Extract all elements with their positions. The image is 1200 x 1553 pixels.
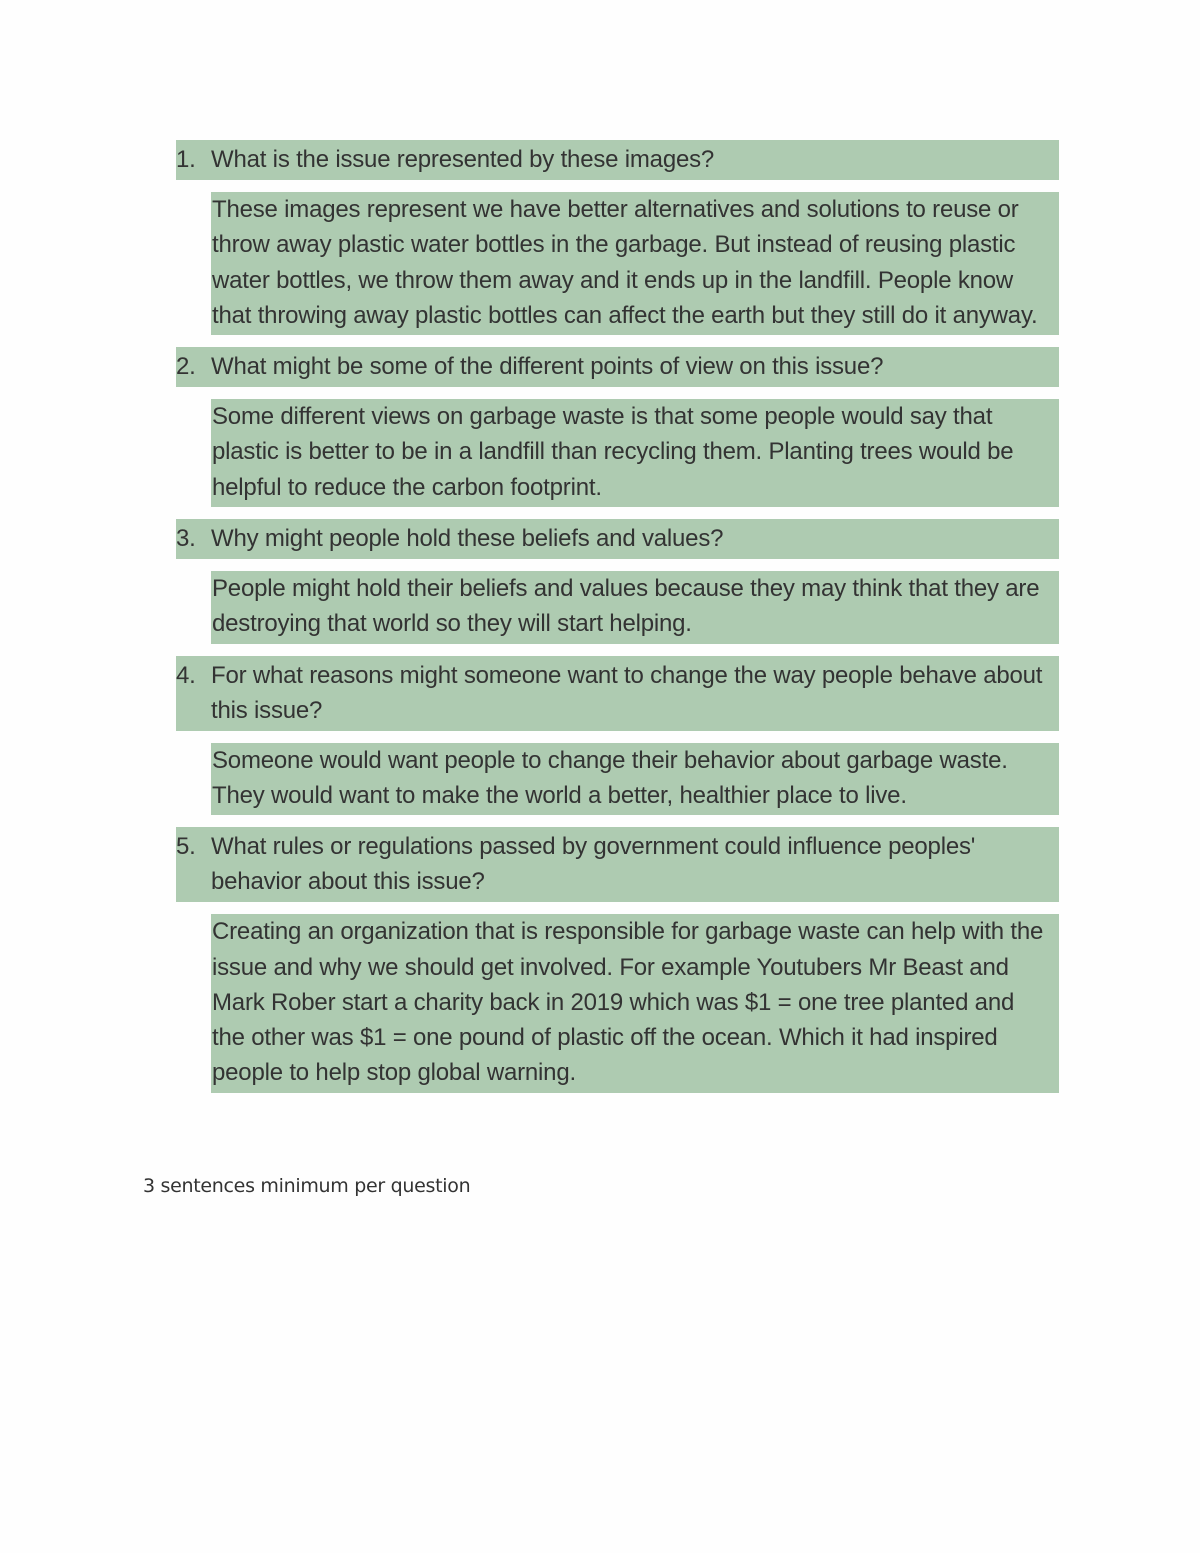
- question-1: [176, 140, 1059, 180]
- question-number: 2.: [176, 353, 196, 381]
- question-3: [176, 519, 1059, 559]
- qa-item-1: [176, 140, 1059, 335]
- answer-5: Creating an organization that is responsible for garbage waste can help with the issue and why we should get involved. For example Youtubers Mr Beast and Mark Rober start a charity back in 2019 which was $1 = one tree planted and the other was $1 = one pound of plastic off the ocean. Which it had inspired people to help stop global warning.: [211, 914, 1059, 1092]
- question-number: 1.: [176, 146, 196, 173]
- question-number: 3.: [176, 525, 196, 553]
- question-text: Why might people hold these beliefs and values?: [211, 525, 724, 553]
- qa-item-2: [176, 347, 1059, 507]
- question-text: What might be some of the different points of view on this issue?: [211, 353, 884, 381]
- question-text: What is the issue represented by these images?: [211, 146, 715, 173]
- answer-1: These images represent we have better alternatives and solutions to reuse or throw away plastic water bottles in the garbage. But instead of reusing plastic water bottles, we throw them away and it ends up in the landfill. People know that throwing away plastic bottles can affect the earth but they still do it anyway.: [211, 192, 1059, 335]
- question-5: [176, 827, 1059, 902]
- question-2: [176, 347, 1059, 387]
- qa-item-3: [176, 519, 1059, 644]
- qa-item-4: [176, 656, 1059, 816]
- answer-2: Some different views on garbage waste is that some people would say that plastic is better to be in a landfill than recycling them. Planting trees would be helpful to reduce the carbon footprint.: [211, 399, 1059, 507]
- footnote: 3 sentences minimum per question: [143, 1175, 471, 1197]
- question-text: For what reasons might someone want to change the way people behave about this issue?: [211, 661, 1043, 724]
- question-4: [176, 656, 1059, 731]
- qa-item-5: [176, 827, 1059, 1092]
- answer-3: People might hold their beliefs and values because they may think that they are destroying that world so they will start helping.: [211, 571, 1059, 644]
- question-text: What rules or regulations passed by government could influence peoples' behavior about this issue?: [211, 833, 976, 896]
- question-number: 4.: [176, 661, 196, 689]
- answer-4: Someone would want people to change their behavior about garbage waste. They would want to make the world a better, healthier place to live.: [211, 743, 1059, 816]
- question-number: 5.: [176, 833, 196, 861]
- question-list: [176, 140, 1059, 1105]
